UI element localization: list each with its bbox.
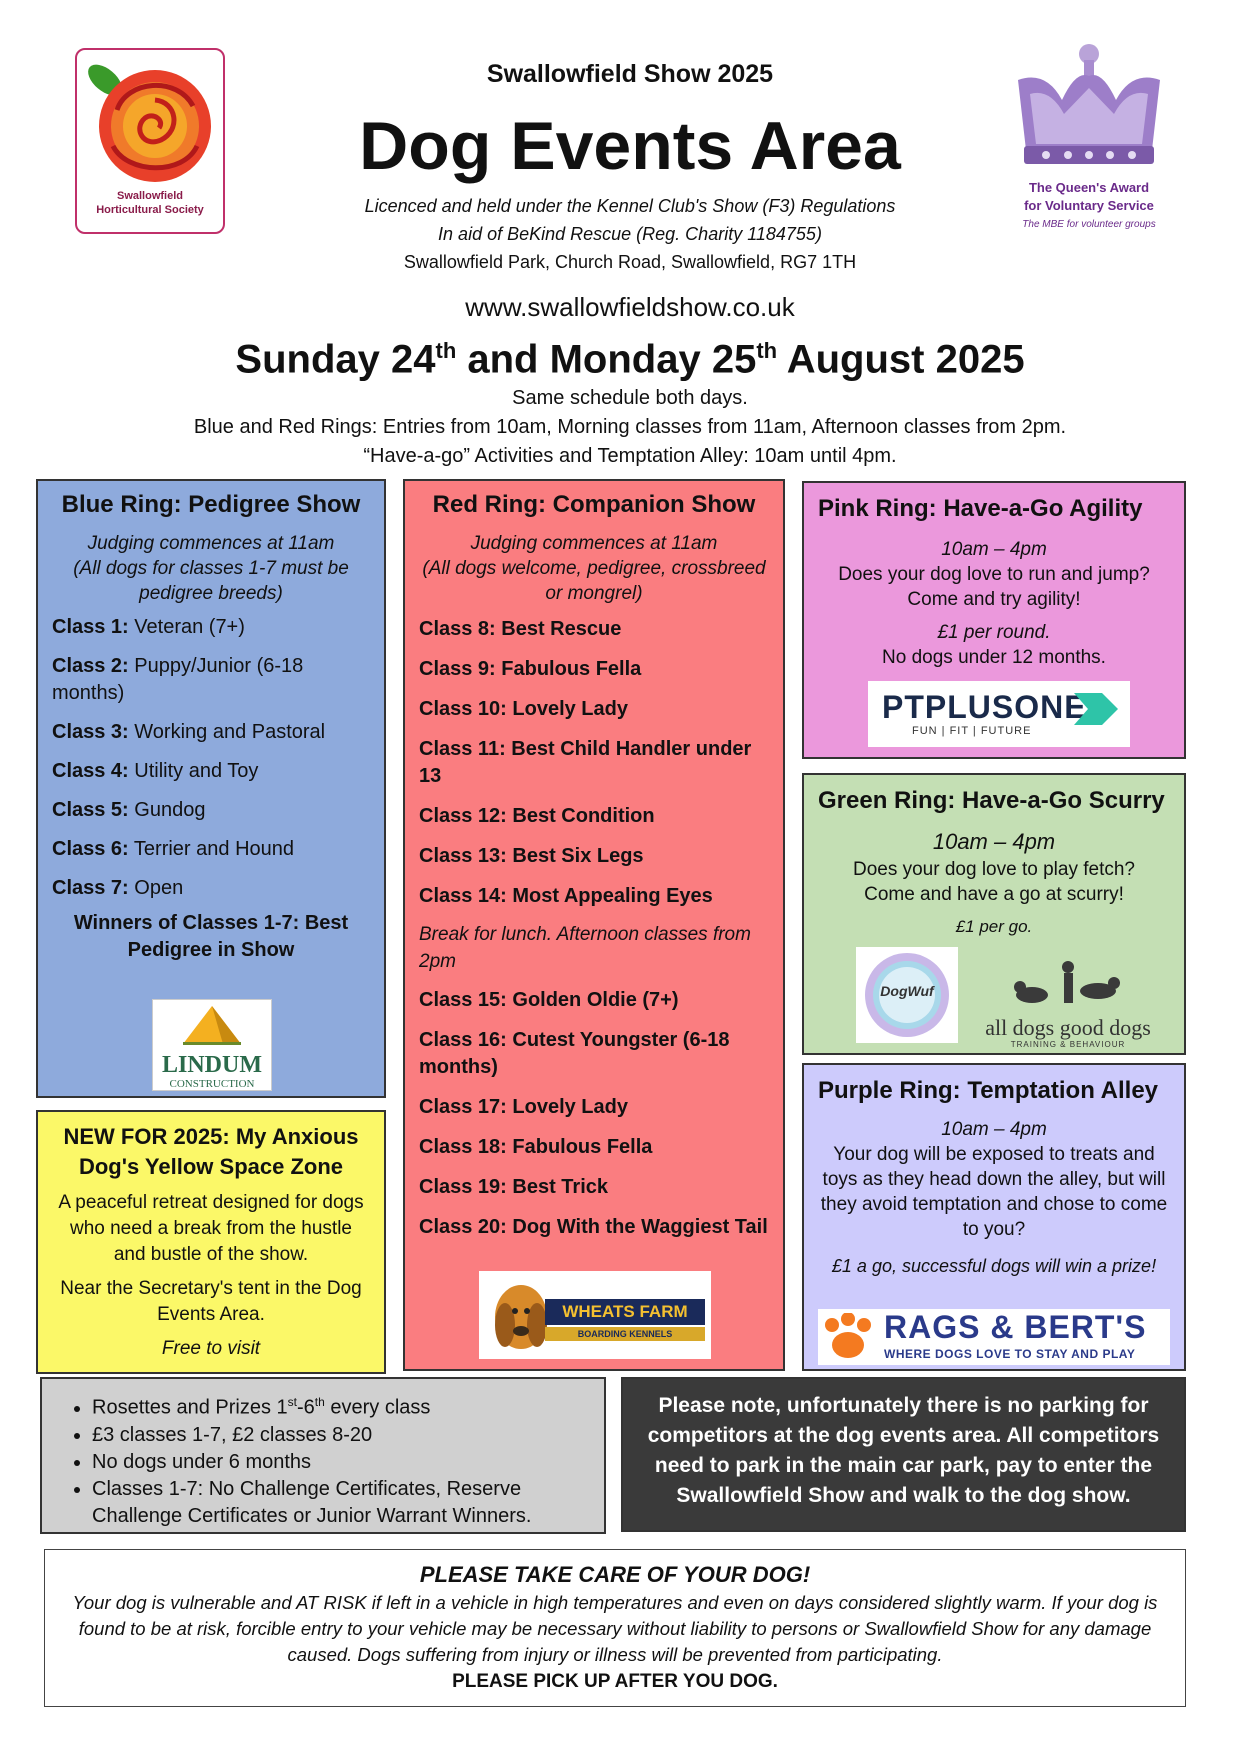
rags-berts-text: RAGS & BERT'S xyxy=(884,1309,1147,1345)
info-panel xyxy=(40,1377,606,1534)
green-desc: Does your dog love to play fetch? Come and have a go at scurry! xyxy=(852,859,1135,905)
pink-ring-title: Pink Ring: Have-a-Go Agility xyxy=(818,495,1143,522)
charity-line: In aid of BeKind Rescue (Reg. Charity 1184755) xyxy=(438,224,822,244)
green-ring-panel xyxy=(802,773,1186,1055)
yellow-zone-panel xyxy=(36,1110,386,1374)
blue-class-list xyxy=(52,614,370,902)
purple-desc: Your dog will be exposed to treats and toys as they head down the alley, but will they avoid temptation and chose to come to you? xyxy=(820,1144,1168,1240)
pyramid-icon xyxy=(153,1000,271,1048)
red-class-item: Class 14: Most Appealing Eyes xyxy=(419,885,713,907)
rags-berts-sub: WHERE DOGS LOVE TO STAY AND PLAY xyxy=(884,1347,1136,1361)
red-class-list-pm xyxy=(419,987,769,1241)
award-tagline: The MBE for volunteer groups xyxy=(1022,219,1156,230)
blue-class-item: Class 6: Terrier and Hound xyxy=(52,838,295,860)
yellow-zone-title: NEW FOR 2025: My Anxious Dog's Yellow Space Zone xyxy=(63,1124,359,1179)
pink-ring-panel xyxy=(802,481,1186,759)
all-dogs-sub: TRAINING & BEHAVIOUR xyxy=(1010,1040,1126,1049)
purple-ring-panel xyxy=(802,1063,1186,1371)
pink-note: No dogs under 12 months. xyxy=(882,647,1106,668)
dog-care-panel xyxy=(44,1549,1186,1707)
red-class-item: Class 20: Dog With the Waggiest Tail xyxy=(419,1216,768,1238)
red-class-item: Class 9: Fabulous Fella xyxy=(419,658,642,680)
lindum-logo xyxy=(152,999,272,1091)
red-lunch-break: Break for lunch. Afternoon classes from 2pm xyxy=(419,924,751,972)
red-class-item: Class 8: Best Rescue xyxy=(419,618,622,640)
rose-icon xyxy=(77,50,223,190)
schedule-line3: “Have-a-go” Activities and Temptation Alley: 10am until 4pm. xyxy=(363,445,897,467)
ptplusone-sub: FUN | FIT | FUTURE xyxy=(912,725,1032,737)
award-line2: for Voluntary Service xyxy=(1024,198,1154,213)
all-dogs-text: all dogs good dogs xyxy=(985,1015,1151,1040)
blue-class-item: Class 5: Gundog xyxy=(52,799,206,821)
parking-notice-text: Please note, unfortunately there is no parking for competitors at the dog events area. All competitors need to park in the main car park, pay to enter the Swallowfield Show and walk to the dog show. xyxy=(647,1394,1160,1507)
care-title: PLEASE TAKE CARE OF YOUR DOG! xyxy=(419,1562,811,1587)
website-link[interactable]: www.swallowfieldshow.co.uk xyxy=(465,292,795,322)
yellow-zone-location: Near the Secretary's tent in the Dog Events Area. xyxy=(60,1278,362,1325)
red-class-item: Class 18: Fabulous Fella xyxy=(419,1136,653,1158)
dogwuf-logo xyxy=(856,947,958,1043)
kennel-club-line: Licenced and held under the Kennel Club's Show (F3) Regulations xyxy=(364,196,896,216)
red-class-item: Class 17: Lovely Lady xyxy=(419,1096,628,1118)
blue-class-item: Class 4: Utility and Toy xyxy=(52,760,259,782)
dogwuf-text: DogWuf xyxy=(880,983,934,999)
arrow-icon xyxy=(1074,689,1122,729)
lindum-sub: CONSTRUCTION xyxy=(169,1078,255,1090)
care-footer: PLEASE PICK UP AFTER YOU DOG. xyxy=(452,1671,778,1692)
care-text: Your dog is vulnerable and AT RISK if left in a vehicle in high temperatures and even on days considered slightly warm. If your dog is found to be at risk, forcible entry to your vehicle may be necessary without liability to persons or Swallowfield Show for any damage caused. Dogs suffering from injury or illness will be prevented from participating. xyxy=(72,1592,1158,1665)
parking-notice-panel xyxy=(621,1377,1186,1532)
page-title: Dog Events Area xyxy=(359,108,901,184)
red-class-list-am xyxy=(419,616,769,910)
red-class-item: Class 11: Best Child Handler under 13 xyxy=(419,738,752,787)
red-class-item: Class 13: Best Six Legs xyxy=(419,845,644,867)
wheats-farm-text: WHEATS FARM xyxy=(562,1302,688,1321)
rags-and-berts-logo xyxy=(818,1309,1170,1365)
address-line: Swallowfield Park, Church Road, Swallowfield, RG7 1TH xyxy=(403,252,857,272)
red-judging: Judging commences at 11am xyxy=(470,533,718,554)
red-class-item: Class 19: Best Trick xyxy=(419,1176,608,1198)
yellow-zone-desc: A peaceful retreat designed for dogs who need a break from the hustle and bustle of the show. xyxy=(58,1192,364,1265)
all-dogs-good-dogs-logo xyxy=(968,959,1168,1049)
award-line1: The Queen's Award xyxy=(1028,180,1150,195)
pink-price: £1 per round. xyxy=(937,622,1051,643)
blue-class-item: Class 7: Open xyxy=(52,877,184,899)
paw-icon xyxy=(820,1313,878,1361)
info-bullet-list xyxy=(52,1389,594,1530)
blue-ring-panel xyxy=(36,479,386,1098)
green-ring-title: Green Ring: Have-a-Go Scurry xyxy=(818,787,1165,814)
wheats-farm-logo xyxy=(479,1271,711,1359)
red-ring-title: Red Ring: Companion Show xyxy=(432,491,756,518)
green-time: 10am – 4pm xyxy=(932,829,1056,854)
info-bullet-age: • No dogs under 6 months xyxy=(92,1449,594,1476)
blue-winners: Winners of Classes 1-7: Best Pedigree in Show xyxy=(73,912,349,961)
schedule-info xyxy=(60,384,1200,471)
info-bullet-prizes: • Rosettes and Prizes 1st-6th every class xyxy=(92,1389,594,1422)
pink-time: 10am – 4pm xyxy=(941,539,1047,560)
info-bullet-fees: • £3 classes 1-7, £2 classes 8-20 xyxy=(92,1422,594,1449)
green-price: £1 per go. xyxy=(955,917,1033,936)
blue-judging: Judging commences at 11am xyxy=(87,533,335,554)
schedule-line2: Blue and Red Rings: Entries from 10am, Morning classes from 11am, Afternoon classes from 2pm. xyxy=(193,416,1067,438)
red-ring-panel xyxy=(403,479,785,1371)
red-class-item: Class 16: Cutest Youngster (6-18 months) xyxy=(419,1029,730,1078)
red-class-item: Class 12: Best Condition xyxy=(419,805,655,827)
info-bullet-certificates: • Classes 1-7: No Challenge Certificates, Reserve Challenge Certificates or Junior Warrant Winners. xyxy=(92,1476,594,1530)
purple-price: £1 a go, successful dogs will win a prize! xyxy=(831,1256,1157,1276)
lindum-text: LINDUM xyxy=(162,1052,262,1078)
pink-desc: Does your dog love to run and jump? Come and try agility! xyxy=(838,564,1150,610)
yellow-zone-free: Free to visit xyxy=(161,1338,261,1359)
blue-class-item: Class 2: Puppy/Junior (6-18 months) xyxy=(52,655,304,704)
red-class-item: Class 10: Lovely Lady xyxy=(419,698,628,720)
blue-class-item: Class 3: Working and Pastoral xyxy=(52,721,326,743)
logo-name-line2: Horticultural Society xyxy=(96,204,204,216)
blue-note: (All dogs for classes 1-7 must be pedigree breeds) xyxy=(73,558,349,604)
wheats-farm-sub: BOARDING KENNELS xyxy=(577,1329,673,1339)
show-name: Swallowfield Show 2025 xyxy=(486,60,774,88)
schedule-line1: Same schedule both days. xyxy=(512,387,748,409)
blue-ring-title: Blue Ring: Pedigree Show xyxy=(61,491,361,518)
purple-time: 10am – 4pm xyxy=(941,1119,1047,1140)
logo-name-line1: Swallowfield xyxy=(116,190,183,202)
event-dates: Sunday 24th and Monday 25th August 2025 xyxy=(235,337,1025,382)
swallowfield-hs-logo xyxy=(75,48,225,234)
queens-award-logo xyxy=(1006,40,1172,240)
red-class-item: Class 15: Golden Oldie (7+) xyxy=(419,989,679,1011)
crown-icon xyxy=(1006,40,1172,168)
blue-class-item: Class 1: Veteran (7+) xyxy=(52,616,245,638)
red-note: (All dogs welcome, pedigree, crossbreed or mongrel) xyxy=(422,558,766,604)
purple-ring-title: Purple Ring: Temptation Alley xyxy=(818,1077,1159,1104)
ptplusone-logo xyxy=(868,681,1130,747)
dogs-silhouette-icon xyxy=(968,959,1168,1011)
ptplusone-text: PTPLUSONE xyxy=(882,689,1087,725)
